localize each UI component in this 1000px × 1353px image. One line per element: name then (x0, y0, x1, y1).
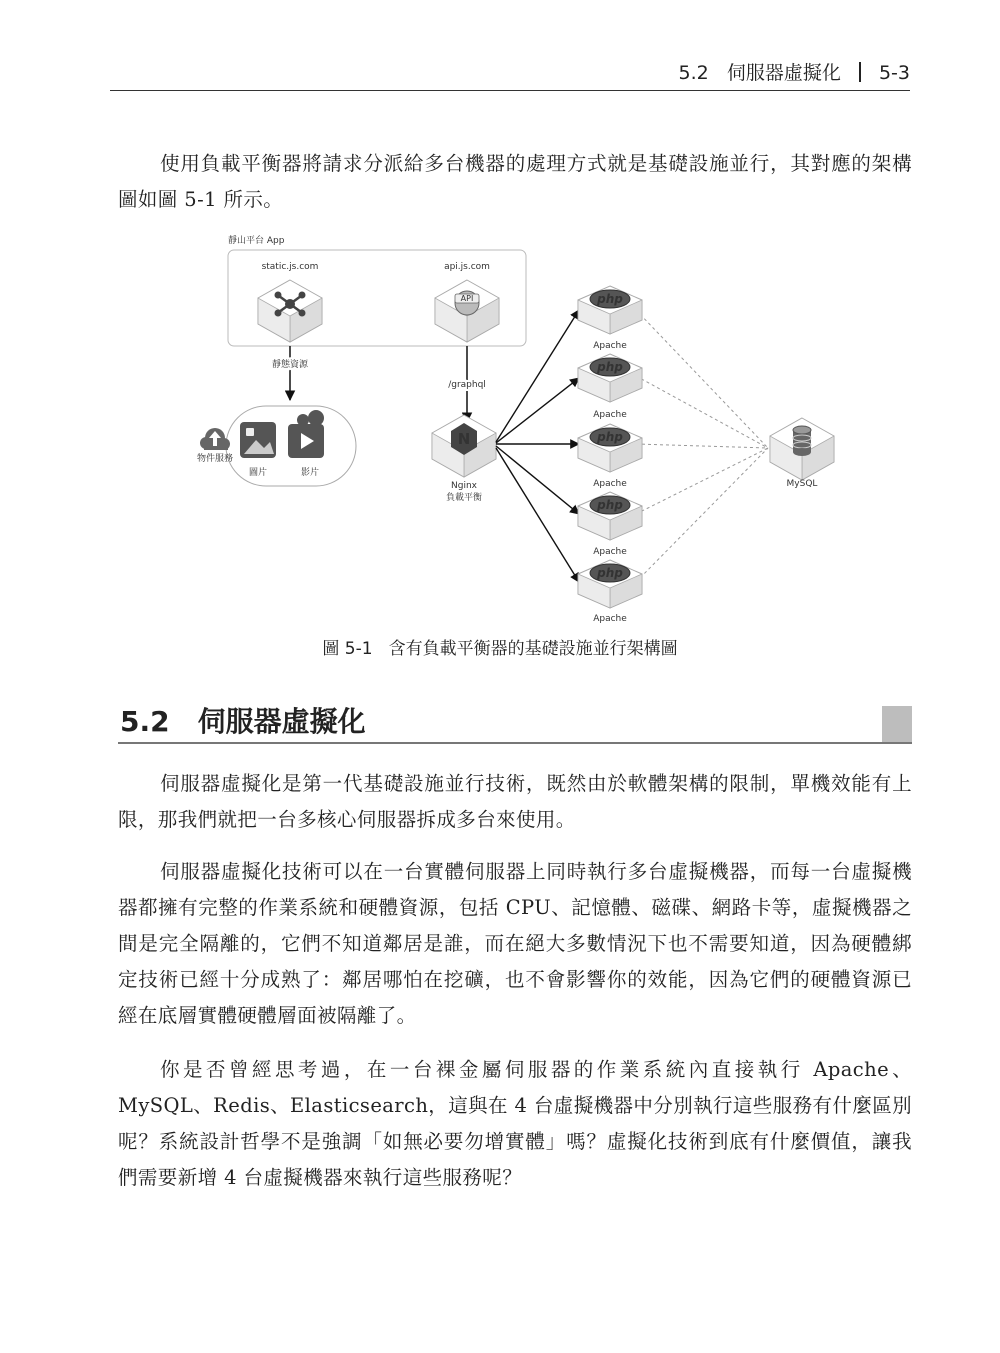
section-title-text: 伺服器虛擬化 (197, 705, 366, 738)
apache-label-4: Apache (593, 547, 627, 557)
api-host-label: api.js.com (444, 262, 490, 272)
body-paragraph-1: 伺服器虛擬化是第一代基礎設施並行技術，既然由於軟體架構的限制，單機效能有上限，那我們就把一台多核心伺服器拆成多台來使用。 (118, 772, 912, 831)
db-edges (636, 310, 768, 582)
intro-paragraph: 使用負載平衡器將請求分派給多台機器的處理方式就是基礎設施並行，其對應的架構圖如圖 5-1 所示。 (118, 152, 912, 211)
image-icon (240, 422, 276, 458)
image-label: 圖片 (248, 468, 268, 478)
header-section-number: 5.2 (678, 62, 709, 84)
edge-apache-4-mysql (636, 448, 768, 514)
header-separator (859, 62, 861, 82)
php-icon: php (597, 292, 623, 306)
apache-label-1: Apache (593, 341, 627, 351)
lb-edges (496, 310, 579, 582)
graphql-edge-label: /graphql (448, 380, 486, 390)
apache-node-1 (578, 286, 642, 334)
section-marker-box (882, 706, 912, 742)
nginx-label: Nginx (451, 481, 477, 491)
api-badge-text: API (460, 294, 474, 303)
mysql-node (770, 418, 834, 480)
edge-lb-apache-4 (496, 446, 579, 514)
static-edge-label: 靜態資源 (271, 360, 309, 370)
header-text (679, 58, 911, 85)
figure-caption-number: 圖 5-1 (322, 639, 373, 659)
nginx-badge-text: N (457, 430, 471, 448)
object-service-label: 物件服務 (196, 454, 234, 464)
static-host-label: static.js.com (261, 262, 319, 272)
edge-lb-apache-2 (496, 378, 579, 443)
php-icon: php (597, 430, 623, 444)
load-balancer-label: 負載平衡 (445, 493, 483, 503)
section-title (120, 700, 366, 740)
video-label: 影片 (300, 468, 320, 478)
nginx-node (432, 415, 496, 477)
app-group-label: 靜山平台 App (228, 236, 285, 246)
header-page-number: 5-3 (878, 62, 910, 84)
figure-caption (0, 634, 1000, 659)
edge-apache-3-mysql (636, 444, 768, 448)
section-heading (118, 698, 912, 744)
api-gear-icon (455, 291, 479, 315)
header-chapter-title: 伺服器虛擬化 (726, 62, 841, 84)
mysql-label: MySQL (786, 479, 818, 489)
body-paragraph-2: 伺服器虛擬化技術可以在一台實體伺服器上同時執行多台虛擬機器，而每一台虛擬機器都擁有完整的作業系統和硬體資源，包括 CPU、記憶體、磁碟、網路卡等，虛擬機器之間是完全隔離的，它們不知道鄰居是誰，而在絕大多數情況下也不需要知道，因為硬體綁定技術已經十分成熟了：鄰居哪怕在挖礦，也不會影響你的效能，因為它們的硬體資源已經在底層實體硬體層面被隔離了。 (118, 860, 912, 1027)
php-icon: php (597, 566, 623, 580)
running-header (110, 50, 910, 91)
apache-node-4 (578, 492, 642, 540)
edge-apache-1-mysql (636, 310, 768, 448)
architecture-diagram (190, 226, 840, 628)
database-icon (793, 426, 811, 456)
apache-node-5 (578, 560, 642, 608)
cloud-upload-icon (200, 428, 230, 450)
apache-label-5: Apache (593, 614, 627, 624)
edge-apache-2-mysql (636, 376, 768, 448)
apache-node-2 (578, 354, 642, 402)
apache-label-2: Apache (593, 410, 627, 420)
figure-caption-text: 含有負載平衡器的基礎設施並行架構圖 (388, 639, 678, 659)
apache-node-3 (578, 424, 642, 472)
section-number: 5.2 (120, 705, 170, 738)
body-paragraph-3: 你是否曾經思考過，在一台裸金屬伺服器的作業系統內直接執行 Apache、MySQL、Redis、Elasticsearch，這與在 4 台虛擬機器中分別執行這些服務有什麼區別呢？系統設計哲學不是強調「如無必要勿增實體」嗎？虛擬化技術到底有什麼價值，讓我們需要新增 4 台虛擬機器來執行這些服務呢？ (118, 1058, 913, 1189)
edge-apache-5-mysql (636, 448, 768, 582)
apache-label-3: Apache (593, 479, 627, 489)
edge-lb-apache-5 (496, 448, 579, 582)
php-icon: php (597, 360, 623, 374)
php-icon: php (597, 498, 623, 512)
